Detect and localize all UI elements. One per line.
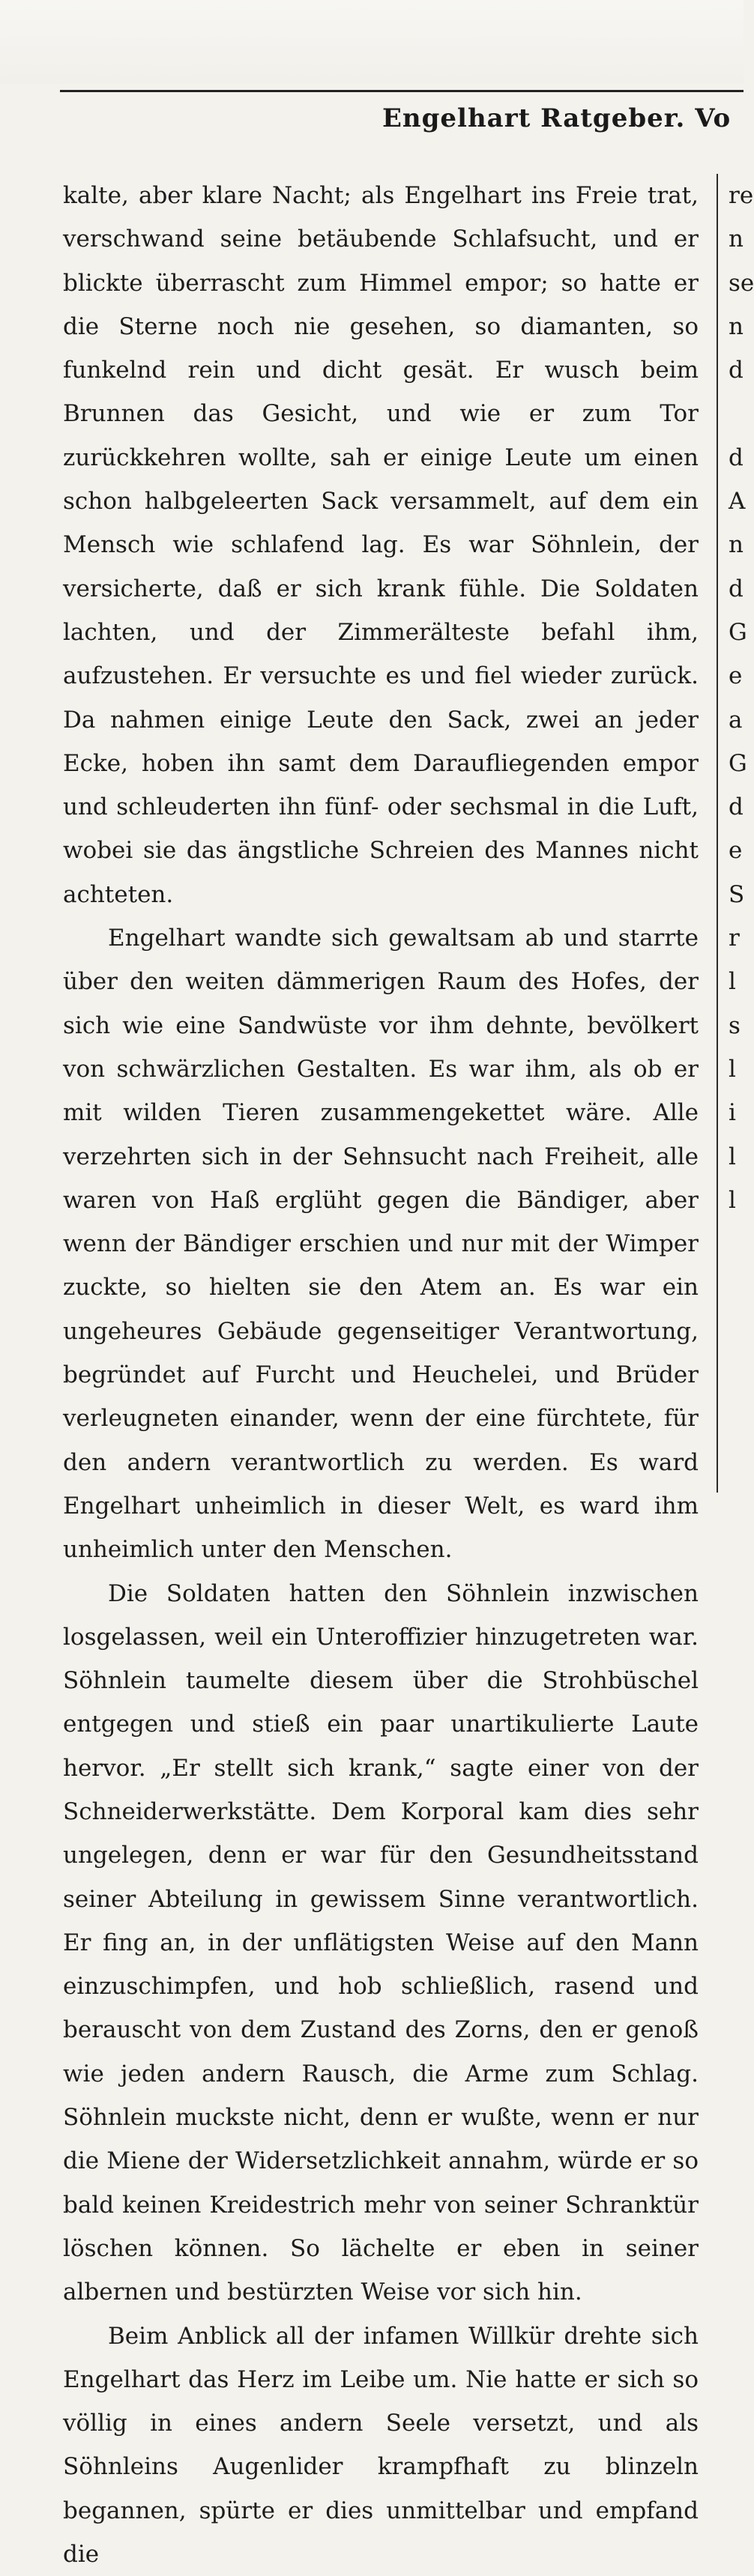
fragment-line: l: [729, 1186, 736, 1214]
fragment-line: re: [729, 182, 754, 209]
fragment-line: d: [729, 575, 744, 602]
fragment-line: G: [729, 749, 747, 777]
fragment-line: se: [729, 269, 754, 297]
fragment-line: d: [729, 793, 744, 821]
fragment-line: a: [729, 706, 743, 734]
fragment-line: s: [729, 1012, 741, 1039]
fragment-line: e: [729, 662, 743, 690]
fragment-line: l: [729, 1143, 736, 1170]
fragment-line: d: [729, 444, 744, 471]
paragraph-3: Die Soldaten hatten den Söhnlein inzwischen losgelassen, weil ein Unteroffizier hinzugetreten war. Söhnlein taumelte diesem über die Strohbüschel entgegen und stieß ein paar unartikulierte Laute hervor. „Er stellt sich krank,“ sagte einer von der Schneiderwerkstätte. Dem Korporal kam dies sehr ungelegen, denn er war für den Gesundheitsstand seiner Abteilung in gewissem Sinne verantwortlich. Er fing an, in der unflätigsten Weise auf den Mann einzuschimpfen, und hob schließlich, rasend und berauscht von dem Zustand des Zorns, den er genoß wie jeden andern Rausch, die Arme zum Schlag. Söhnlein muckste nicht, denn er wußte, wenn er nur die Miene der Widersetzlichkeit annahm, würde er so bald keinen Kreidestrich mehr von seiner Schranktür löschen können. So lächelte er eben in seiner albernen und bestürzten Weise vor sich hin.: [63, 1579, 699, 2306]
top-margin: [0, 0, 744, 84]
fragment-line: n: [729, 226, 744, 253]
header-rule: [60, 90, 744, 92]
running-head: Engelhart Ratgeber. Vo: [382, 103, 732, 133]
fragment-line: r: [729, 925, 740, 952]
column-rule: [717, 174, 718, 1493]
fragment-line: S: [729, 880, 745, 908]
main-text-column: [63, 174, 699, 2569]
fragment-line: l: [729, 968, 736, 996]
fragment-line: d: [729, 357, 744, 384]
fragment-line: n: [729, 531, 744, 559]
fragment-line: i: [729, 1099, 736, 1127]
fragment-line: n: [729, 312, 744, 340]
paragraph-1: kalte, aber klare Nacht; als Engelhart ins Freie trat, verschwand seine betäubende Schlafsucht, und er blickte überrascht zum Himmel empor; so hatte er die Sterne noch nie gesehen, so diamanten, so funkelnd rein und dicht gesät. Er wusch beim Brunnen das Gesicht, und wie er zum Tor zurückkehren wollte, sah er einige Leute um einen schon halbgeleerten Sack versammelt, auf dem ein Mensch wie schlafend lag. Es war Söhnlein, der versicherte, daß er sich krank fühle. Die Soldaten lachten, und der Zimmerälteste befahl ihm, aufzustehen. Er versuchte es und fiel wieder zurück. Da nahmen einige Leute den Sack, zwei an jeder Ecke, hoben ihn samt dem Daraufliegenden empor und schleuderten ihn fünf- oder sechsmal in die Luft, wobei sie das ängstliche Schreien des Mannes nicht achteten.: [63, 182, 699, 908]
fragment-line: e: [729, 837, 743, 865]
fragment-line: l: [729, 1055, 736, 1083]
fragment-line: A: [729, 488, 746, 515]
paragraph-4: Beim Anblick all der infamen Willkür drehte sich Engelhart das Herz im Leibe um. Nie hatte er sich so völlig in eines andern Seele versetzt, und als Söhnleins Augenlider krampfhaft zu blinzeln begannen, spürte er dies unmittelbar und empfand die: [63, 2322, 699, 2569]
fragment-line: G: [729, 618, 747, 646]
fragment-line: [729, 392, 744, 435]
paragraph-2: Engelhart wandte sich gewaltsam ab und starrte über den weiten dämmerigen Raum des Hofes, der sich wie eine Sandwüste vor ihm dehnte, bevölkert von schwärzlichen Gestalten. Es war ihm, als ob er mit wilden Tieren zusammengekettet wäre. Alle verzehrten sich in der Sehnsucht nach Freiheit, alle waren von Haß erglüht gegen die Bändiger, aber wenn der Bändiger erschien und nur mit der Wimper zuckte, so hielten sie den Atem an. Es war ein ungeheures Gebäude gegenseitiger Verantwortung, begründet auf Furcht und Heuchelei, und Brüder verleugneten einander, wenn der eine fürchtete, für den andern verantwortlich zu werden. Es ward Engelhart unheimlich in dieser Welt, es ward ihm unheimlich unter den Menschen.: [63, 925, 699, 1564]
adjacent-column-fragment: [729, 174, 754, 1493]
